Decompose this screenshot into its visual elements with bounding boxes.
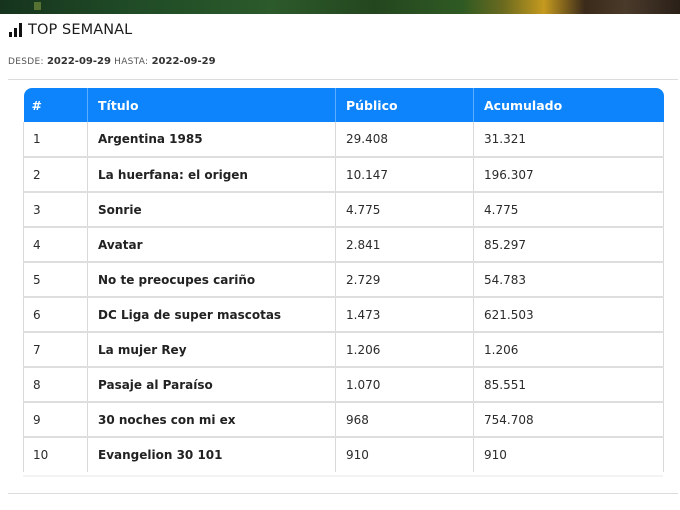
cumulative-cell: 85.551 [474,367,664,402]
table-row[interactable] [24,367,664,402]
audience-cell: 1.070 [336,367,474,402]
banner-fleck [34,2,41,10]
table-row[interactable] [24,437,664,472]
rank-cell: 2 [24,157,88,192]
table-bottom-edge [23,475,663,477]
rank-cell: 9 [24,402,88,437]
audience-cell: 1.206 [336,332,474,367]
audience-cell: 2.841 [336,227,474,262]
audience-cell: 2.729 [336,262,474,297]
audience-cell: 29.408 [336,122,474,157]
title-cell: Argentina 1985 [88,122,336,157]
from-label: DESDE: [8,57,44,67]
rank-cell: 3 [24,192,88,227]
divider [8,79,678,80]
rank-cell: 5 [24,262,88,297]
table-row[interactable] [24,332,664,367]
rank-cell: 4 [24,227,88,262]
table-row[interactable] [24,192,664,227]
title-cell: La huerfana: el origen [88,157,336,192]
section-title: TOP SEMANAL [28,22,133,38]
audience-cell: 910 [336,437,474,472]
table-row[interactable] [24,227,664,262]
to-date: 2022-09-29 [151,56,216,67]
cumulative-cell: 910 [474,437,664,472]
divider [8,493,678,494]
cumulative-cell: 4.775 [474,192,664,227]
ranking-table [23,88,664,472]
column-header-title[interactable]: Título [88,88,336,122]
title-cell: No te preocupes cariño [88,262,336,297]
table-row[interactable] [24,297,664,332]
title-cell: Avatar [88,227,336,262]
cumulative-cell: 754.708 [474,402,664,437]
date-range [8,56,216,67]
section-heading [9,21,132,39]
title-cell: Evangelion 30 101 [88,437,336,472]
table-row[interactable] [24,402,664,437]
audience-cell: 10.147 [336,157,474,192]
audience-cell: 1.473 [336,297,474,332]
rank-cell: 8 [24,367,88,402]
title-cell: Sonrie [88,192,336,227]
cumulative-cell: 54.783 [474,262,664,297]
header-banner-image [0,0,680,14]
column-header-rank[interactable]: # [24,88,88,122]
audience-cell: 4.775 [336,192,474,227]
rank-cell: 7 [24,332,88,367]
rank-cell: 6 [24,297,88,332]
rank-cell: 1 [24,122,88,157]
title-cell: Pasaje al Paraíso [88,367,336,402]
title-cell: La mujer Rey [88,332,336,367]
table-row[interactable] [24,262,664,297]
column-header-cumulative[interactable]: Acumulado [474,88,664,122]
to-label: HASTA: [114,57,149,67]
table-row[interactable] [24,122,664,157]
table-row[interactable] [24,157,664,192]
audience-cell: 968 [336,402,474,437]
column-header-audience[interactable]: Público [336,88,474,122]
table-header-row [24,88,664,122]
title-cell: 30 noches con mi ex [88,402,336,437]
cumulative-cell: 31.321 [474,122,664,157]
rank-cell: 10 [24,437,88,472]
ranking-table-container [23,88,663,472]
from-date: 2022-09-29 [46,56,111,67]
cumulative-cell: 85.297 [474,227,664,262]
cumulative-cell: 1.206 [474,332,664,367]
title-cell: DC Liga de super mascotas [88,297,336,332]
cumulative-cell: 196.307 [474,157,664,192]
cumulative-cell: 621.503 [474,297,664,332]
bar-chart-icon [9,23,23,37]
